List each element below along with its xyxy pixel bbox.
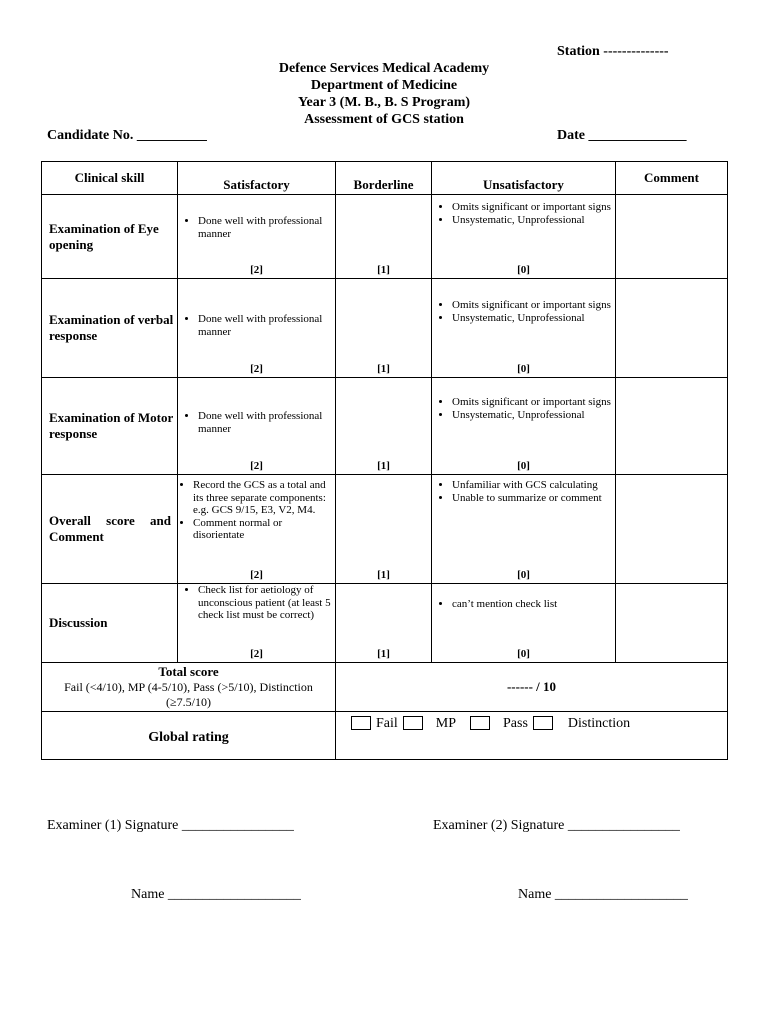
total-score-label-cell [42, 663, 336, 712]
header-borderline: Borderline [336, 162, 432, 195]
fail-option-label: Fail [376, 716, 398, 731]
score-label: [0] [517, 569, 530, 581]
satisfactory-cell [178, 195, 336, 279]
distinction-option-label: Distinction [567, 716, 631, 731]
skill-cell: Overall score and Comment [42, 475, 178, 584]
score-label: [0] [517, 264, 530, 276]
header-clinical-skill: Clinical skill [42, 162, 178, 195]
total-score-value[interactable]: ------ / 10 [336, 663, 728, 712]
score-label: [1] [377, 264, 390, 276]
table-row [42, 378, 728, 475]
criterion-item: • can’t mention check list [452, 598, 615, 611]
table-header-row [42, 162, 728, 195]
score-label: [1] [377, 460, 390, 472]
criterion-item: • Done well with professional manner [198, 313, 335, 338]
borderline-cell [336, 584, 432, 663]
table-row [42, 279, 728, 378]
criterion-item: • Done well with professional manner [198, 410, 335, 435]
global-rating-label: Global rating [42, 712, 336, 760]
criterion-item: • Unsystematic, Unprofessional [452, 312, 615, 325]
satisfactory-cell [178, 378, 336, 475]
table-row [42, 584, 728, 663]
borderline-cell [336, 378, 432, 475]
examiner2-name[interactable]: Name ___________________ [518, 887, 688, 902]
score-label: [2] [250, 363, 263, 375]
comment-cell[interactable] [616, 195, 728, 279]
score-label: [2] [250, 569, 263, 581]
score-label: [1] [377, 569, 390, 581]
comment-cell[interactable] [616, 475, 728, 584]
criterion-item: • Check list for aetiology of unconscious patient (at least 5 check list must be correct) [198, 584, 331, 622]
date-field: Date ______________ [557, 128, 687, 143]
program-name: Year 3 (M. B., B. S Program) [297, 95, 471, 110]
satisfactory-cell [178, 584, 336, 663]
criterion-item: • Unable to summarize or comment [452, 492, 611, 505]
department-name: Department of Medicine [310, 78, 458, 93]
assessment-table [41, 161, 728, 760]
score-label: [1] [377, 363, 390, 375]
global-rating-options [336, 712, 728, 760]
score-label: [2] [250, 460, 263, 472]
global-rating-row [42, 712, 728, 760]
criterion-item: • Omits significant or important signs [452, 299, 615, 312]
examiner1-name[interactable]: Name ___________________ [131, 887, 301, 902]
pass-checkbox-spacer[interactable] [470, 716, 490, 730]
header-satisfactory: Satisfactory [178, 162, 336, 195]
fail-checkbox[interactable] [351, 716, 371, 730]
unsatisfactory-cell [432, 475, 616, 584]
borderline-cell [336, 279, 432, 378]
unsatisfactory-cell [432, 584, 616, 663]
station-field: Station -------------- [557, 44, 669, 59]
skill-cell: Examination of verbal response [42, 279, 178, 378]
table-row [42, 195, 728, 279]
total-score-criteria: Fail (<4/10), MP (4-5/10), Pass (>5/10), Distinction (≥7.5/10) [64, 680, 313, 709]
total-score-row [42, 663, 728, 712]
criterion-item: • Unfamiliar with GCS calculating [452, 479, 611, 492]
score-label: [0] [517, 648, 530, 660]
skill-cell: Examination of Motor response [42, 378, 178, 475]
criterion-item: • Unsystematic, Unprofessional [452, 409, 615, 422]
table-row [42, 475, 728, 584]
unsatisfactory-cell [432, 378, 616, 475]
criterion-item: • Comment normal or disorientate [193, 517, 331, 542]
criterion-item: • Unsystematic, Unprofessional [452, 214, 615, 227]
comment-cell[interactable] [616, 279, 728, 378]
score-label: [0] [517, 363, 530, 375]
borderline-cell [336, 195, 432, 279]
criterion-item: • Record the GCS as a total and its three separate components: e.g. GCS 9/15, E3, V2, M4. [193, 479, 331, 517]
total-score-label: Total score [158, 664, 219, 679]
unsatisfactory-cell [432, 279, 616, 378]
criterion-item: • Omits significant or important signs [452, 201, 615, 214]
mp-option-label: MP [435, 716, 457, 731]
score-label: [2] [250, 648, 263, 660]
assessment-title: Assessment of GCS station [304, 112, 464, 127]
comment-cell[interactable] [616, 378, 728, 475]
examiner2-signature[interactable]: Examiner (2) Signature ________________ [433, 818, 680, 833]
examiner1-signature[interactable]: Examiner (1) Signature ________________ [47, 818, 294, 833]
score-label: [1] [377, 648, 390, 660]
criterion-item: • Done well with professional manner [198, 215, 335, 240]
document-header [0, 60, 768, 128]
skill-cell: Discussion [42, 584, 178, 663]
mp-checkbox[interactable] [403, 716, 423, 730]
satisfactory-cell [178, 279, 336, 378]
skill-cell: Examination of Eye opening [42, 195, 178, 279]
header-comment: Comment [616, 162, 728, 195]
pass-option-label: Pass [503, 716, 528, 731]
distinction-checkbox[interactable] [533, 716, 553, 730]
satisfactory-cell [178, 475, 336, 584]
header-unsatisfactory: Unsatisfactory [432, 162, 616, 195]
comment-cell[interactable] [616, 584, 728, 663]
score-label: [2] [250, 264, 263, 276]
borderline-cell [336, 475, 432, 584]
academy-name: Defence Services Medical Academy [278, 61, 490, 76]
score-label: [0] [517, 460, 530, 472]
unsatisfactory-cell [432, 195, 616, 279]
candidate-number-field: Candidate No. __________ [47, 128, 207, 143]
criterion-item: • Omits significant or important signs [452, 396, 615, 409]
